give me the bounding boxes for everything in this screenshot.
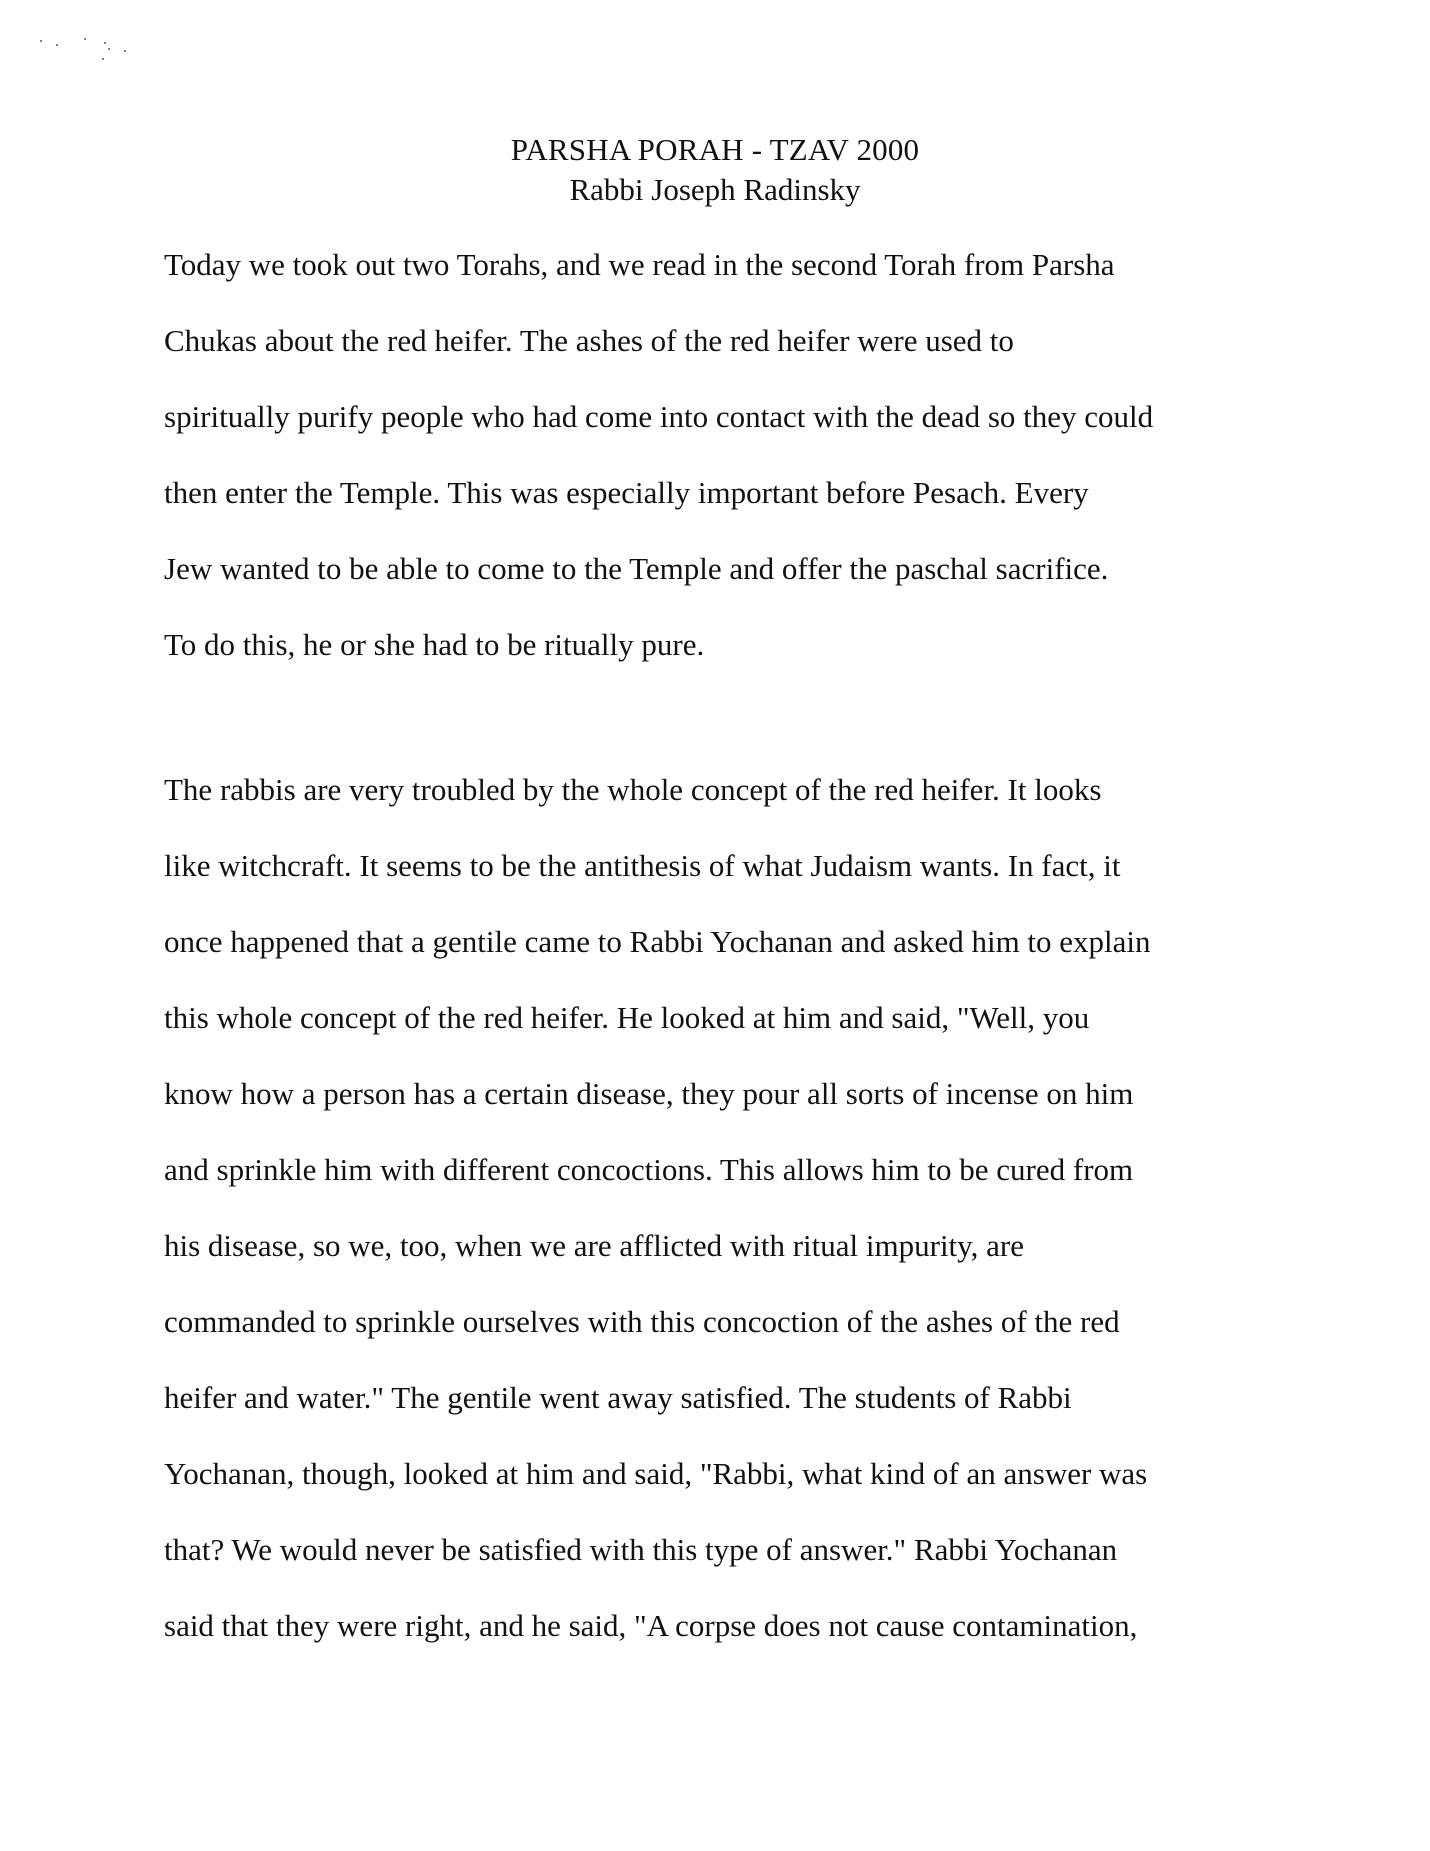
text-line: know how a person has a certain disease, they pour all sorts of incense on him — [164, 1076, 1134, 1111]
text-line: that? We would never be satisfied with this type of answer." Rabbi Yochanan — [164, 1532, 1118, 1567]
text-line: like witchcraft. It seems to be the antithesis of what Judaism wants. In fact, it — [164, 848, 1121, 883]
text-line: said that they were right, and he said, "A corpse does not cause contamination, — [164, 1608, 1138, 1643]
text-line: Chukas about the red heifer. The ashes of the red heifer were used to — [164, 323, 1014, 358]
text-line: heifer and water." The gentile went away satisfied. The students of Rabbi — [164, 1380, 1072, 1415]
text-line: Jew wanted to be able to come to the Temple and offer the paschal sacrifice. — [164, 551, 1109, 586]
text-line: To do this, he or she had to be ritually pure. — [164, 627, 705, 662]
header — [0, 130, 1430, 210]
scan-specks — [40, 38, 160, 78]
paragraph-2 — [164, 752, 1284, 1664]
text-line: The rabbis are very troubled by the whole concept of the red heifer. It looks — [164, 772, 1102, 807]
text-line: and sprinkle him with different concoctions. This allows him to be cured from — [164, 1152, 1134, 1187]
paragraph-1 — [164, 227, 1284, 683]
document-title: PARSHA PORAH - TZAV 2000 — [510, 132, 920, 167]
text-line: once happened that a gentile came to Rabbi Yochanan and asked him to explain — [164, 924, 1151, 959]
text-line: commanded to sprinkle ourselves with this concoction of the ashes of the red — [164, 1304, 1120, 1339]
text-line: his disease, so we, too, when we are afflicted with ritual impurity, are — [164, 1228, 1024, 1263]
text-line: Today we took out two Torahs, and we read in the second Torah from Parsha — [164, 247, 1115, 282]
text-line: spiritually purify people who had come into contact with the dead so they could — [164, 399, 1154, 434]
text-line: Yochanan, though, looked at him and said, "Rabbi, what kind of an answer was — [164, 1456, 1148, 1491]
text-line: then enter the Temple. This was especially important before Pesach. Every — [164, 475, 1089, 510]
document-author: Rabbi Joseph Radinsky — [569, 172, 861, 207]
text-line: this whole concept of the red heifer. He looked at him and said, "Well, you — [164, 1000, 1090, 1035]
